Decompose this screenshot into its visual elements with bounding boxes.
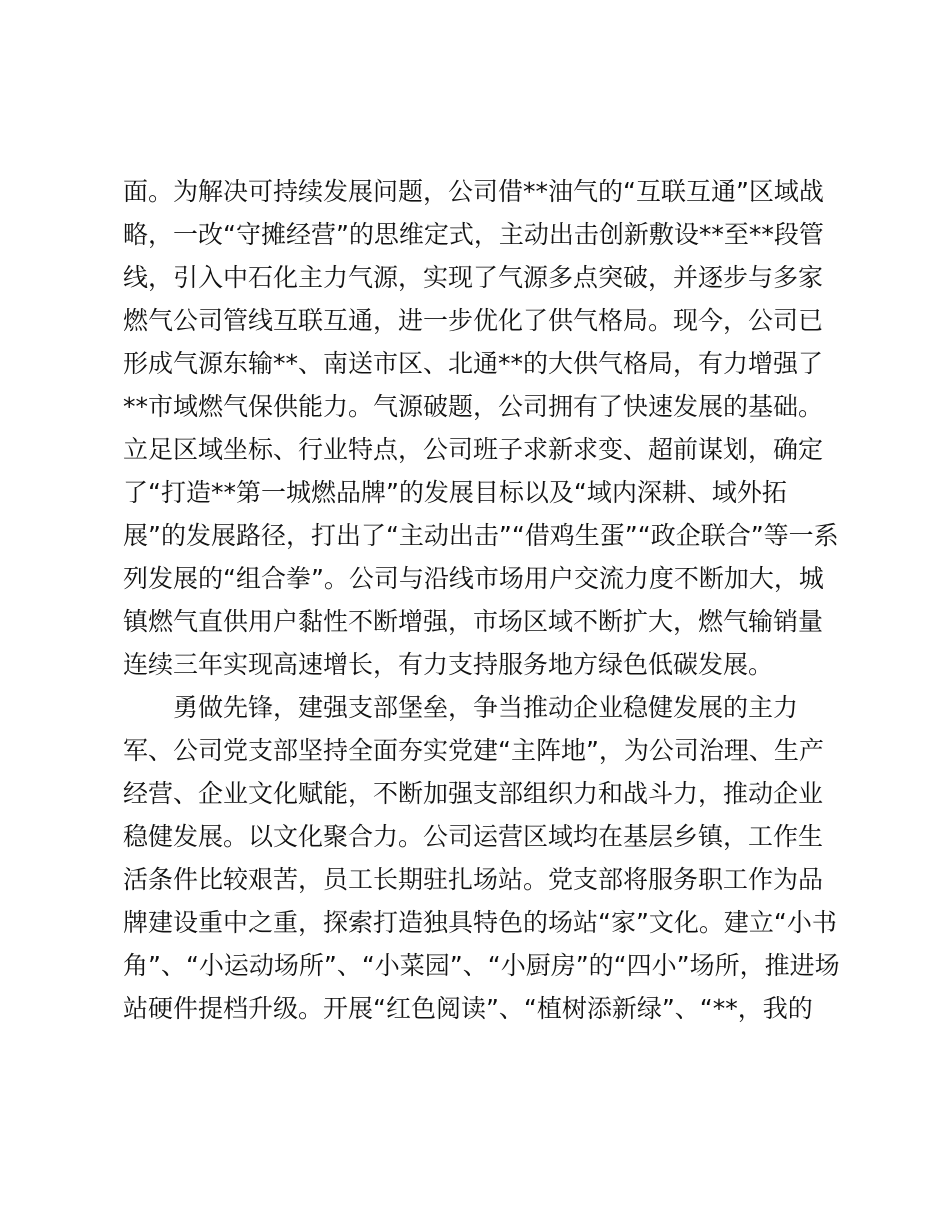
text-line: 展”的发展路径，打出了“主动出击”“借鸡生蛋”“政企联合”等一系 — [123, 521, 839, 550]
text-line: 列发展的“组合拳”。公司与沿线市场用户交流力度不断加大，城 — [123, 564, 824, 593]
paragraph-2 — [123, 686, 843, 1030]
text-line: 了“打造**第一城燃品牌”的发展目标以及“域内深耕、域外拓 — [123, 478, 787, 507]
text-line: 军、公司党支部坚持全面夯实党建“主阵地”，为公司治理、生产 — [123, 736, 824, 765]
text-line: 燃气公司管线互联互通，进一步优化了供气格局。现今，公司已 — [123, 306, 824, 335]
text-line: 勇做先锋，建强支部堡垒，争当推动企业稳健发展的主力 — [123, 693, 799, 722]
text-line: 立足区域坐标、行业特点，公司班子求新求变、超前谋划，确定 — [123, 435, 824, 464]
body-text — [123, 170, 843, 1030]
text-line: 线，引入中石化主力气源，实现了气源多点突破，并逐步与多家 — [123, 263, 824, 292]
text-line: 连续三年实现高速增长，有力支持服务地方绿色低碳发展。 — [123, 650, 774, 679]
text-line: 角”、“小运动场所”、“小菜园”、“小厨房”的“四小”场所，推进场 — [123, 951, 840, 980]
text-line: 略，一改“守摊经营”的思维定式，主动出击创新敷设**至**段管 — [123, 220, 824, 249]
text-line: 站硬件提档升级。开展“红色阅读”、“植树添新绿”、“**，我的 — [123, 994, 813, 1023]
text-line: 牌建设重中之重，探索打造独具特色的场站“家”文化。建立“小书 — [123, 908, 837, 937]
text-line: 稳健发展。以文化聚合力。公司运营区域均在基层乡镇，工作生 — [123, 822, 824, 851]
text-line: **市域燃气保供能力。气源破题，公司拥有了快速发展的基础。 — [123, 392, 824, 421]
text-line: 经营、企业文化赋能，不断加强支部组织力和战斗力，推动企业 — [123, 779, 824, 808]
paragraph-1 — [123, 170, 843, 686]
text-line: 形成气源东输**、南送市区、北通**的大供气格局，有力增强了 — [123, 349, 824, 378]
text-line: 面。为解决可持续发展问题，公司借**油气的“互联互通”区域战 — [123, 177, 824, 206]
text-line: 镇燃气直供用户黏性不断增强，市场区域不断扩大，燃气输销量 — [123, 607, 824, 636]
text-line: 活条件比较艰苦，员工长期驻扎场站。党支部将服务职工作为品 — [123, 865, 824, 894]
